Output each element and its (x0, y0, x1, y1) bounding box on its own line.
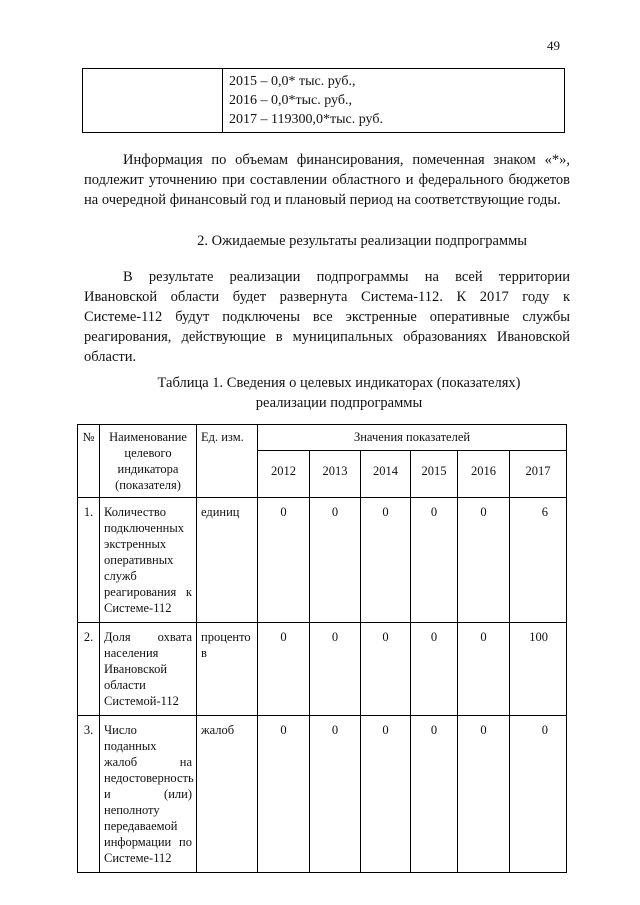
indicators-table (77, 424, 567, 873)
financing-values-cell (223, 69, 565, 133)
header-unit: Ед. изм. (197, 425, 258, 498)
financing-line-2017: 2017 – 119300,0*тыс. руб. (229, 112, 383, 127)
row-value: 0 (258, 716, 310, 873)
table-row (78, 498, 567, 623)
row-indicator-name: Доля охвата населения Ивановской области Системой-112 (100, 623, 197, 716)
row-value: 0 (310, 498, 361, 623)
row-value: 0 (361, 716, 411, 873)
row-value: 0 (458, 623, 510, 716)
table-caption-line-2: реализации подпрограммы (255, 395, 423, 411)
row-value: 0 (258, 498, 310, 623)
header-name: Наименование целевого индикатора (показателя) (100, 425, 197, 498)
row-num: 3. (78, 716, 100, 873)
row-unit: жалоб (197, 716, 258, 873)
header-year: 2016 (458, 451, 510, 498)
financing-note-paragraph: Информация по объемам финансирования, помеченная знаком «*», подлежит уточнению при составлении областного и федерального бюджетов на очередной финансовый год и плановый период на соответствующие годы. (84, 152, 570, 208)
header-year: 2015 (411, 451, 458, 498)
row-value: 0 (458, 716, 510, 873)
row-value: 0 (258, 623, 310, 716)
row-value: 0 (510, 716, 567, 873)
row-value: 0 (458, 498, 510, 623)
header-year: 2014 (361, 451, 411, 498)
row-value: 6 (510, 498, 567, 623)
row-num: 1. (78, 498, 100, 623)
row-value: 0 (361, 623, 411, 716)
row-unit: единиц (197, 498, 258, 623)
row-indicator-name: Число поданных жалоб на недостоверность и (или) неполноту передаваемой информации по Системе-112 (100, 716, 197, 873)
row-value: 0 (361, 498, 411, 623)
header-values: Значения показателей (258, 425, 567, 451)
header-num: № (78, 425, 100, 498)
financing-table (82, 68, 565, 133)
row-indicator-name: Количество подключенных экстренных оперативных служб реагирования к Системе-112 (100, 498, 197, 623)
financing-line-2015: 2015 – 0,0* тыс. руб., (229, 74, 356, 89)
header-year: 2012 (258, 451, 310, 498)
row-value: 0 (411, 498, 458, 623)
row-value: 0 (411, 623, 458, 716)
row-value: 0 (310, 716, 361, 873)
section-heading: 2. Ожидаемые результаты реализации подпрограммы (197, 233, 527, 249)
table-row (78, 716, 567, 873)
page-number: 49 (547, 38, 560, 53)
header-year: 2013 (310, 451, 361, 498)
row-unit: процентов (197, 623, 258, 716)
table-caption (84, 373, 570, 413)
table-caption-line-1: Таблица 1. Сведения о целевых индикаторах (показателях) (157, 375, 521, 391)
financing-empty-cell (83, 69, 223, 133)
row-value: 0 (310, 623, 361, 716)
row-value: 0 (411, 716, 458, 873)
financing-line-2016: 2016 – 0,0*тыс. руб., (229, 93, 352, 108)
row-value: 100 (510, 623, 567, 716)
row-num: 2. (78, 623, 100, 716)
header-year: 2017 (510, 451, 567, 498)
results-paragraph: В результате реализации подпрограммы на всей территории Ивановской области будет развернута Система-112. К 2017 году к Системе-112 будут подключены все экстренные оперативные службы реагирования, действующие в муниципальных образованиях Ивановской области. (84, 269, 570, 365)
table-row (78, 623, 567, 716)
